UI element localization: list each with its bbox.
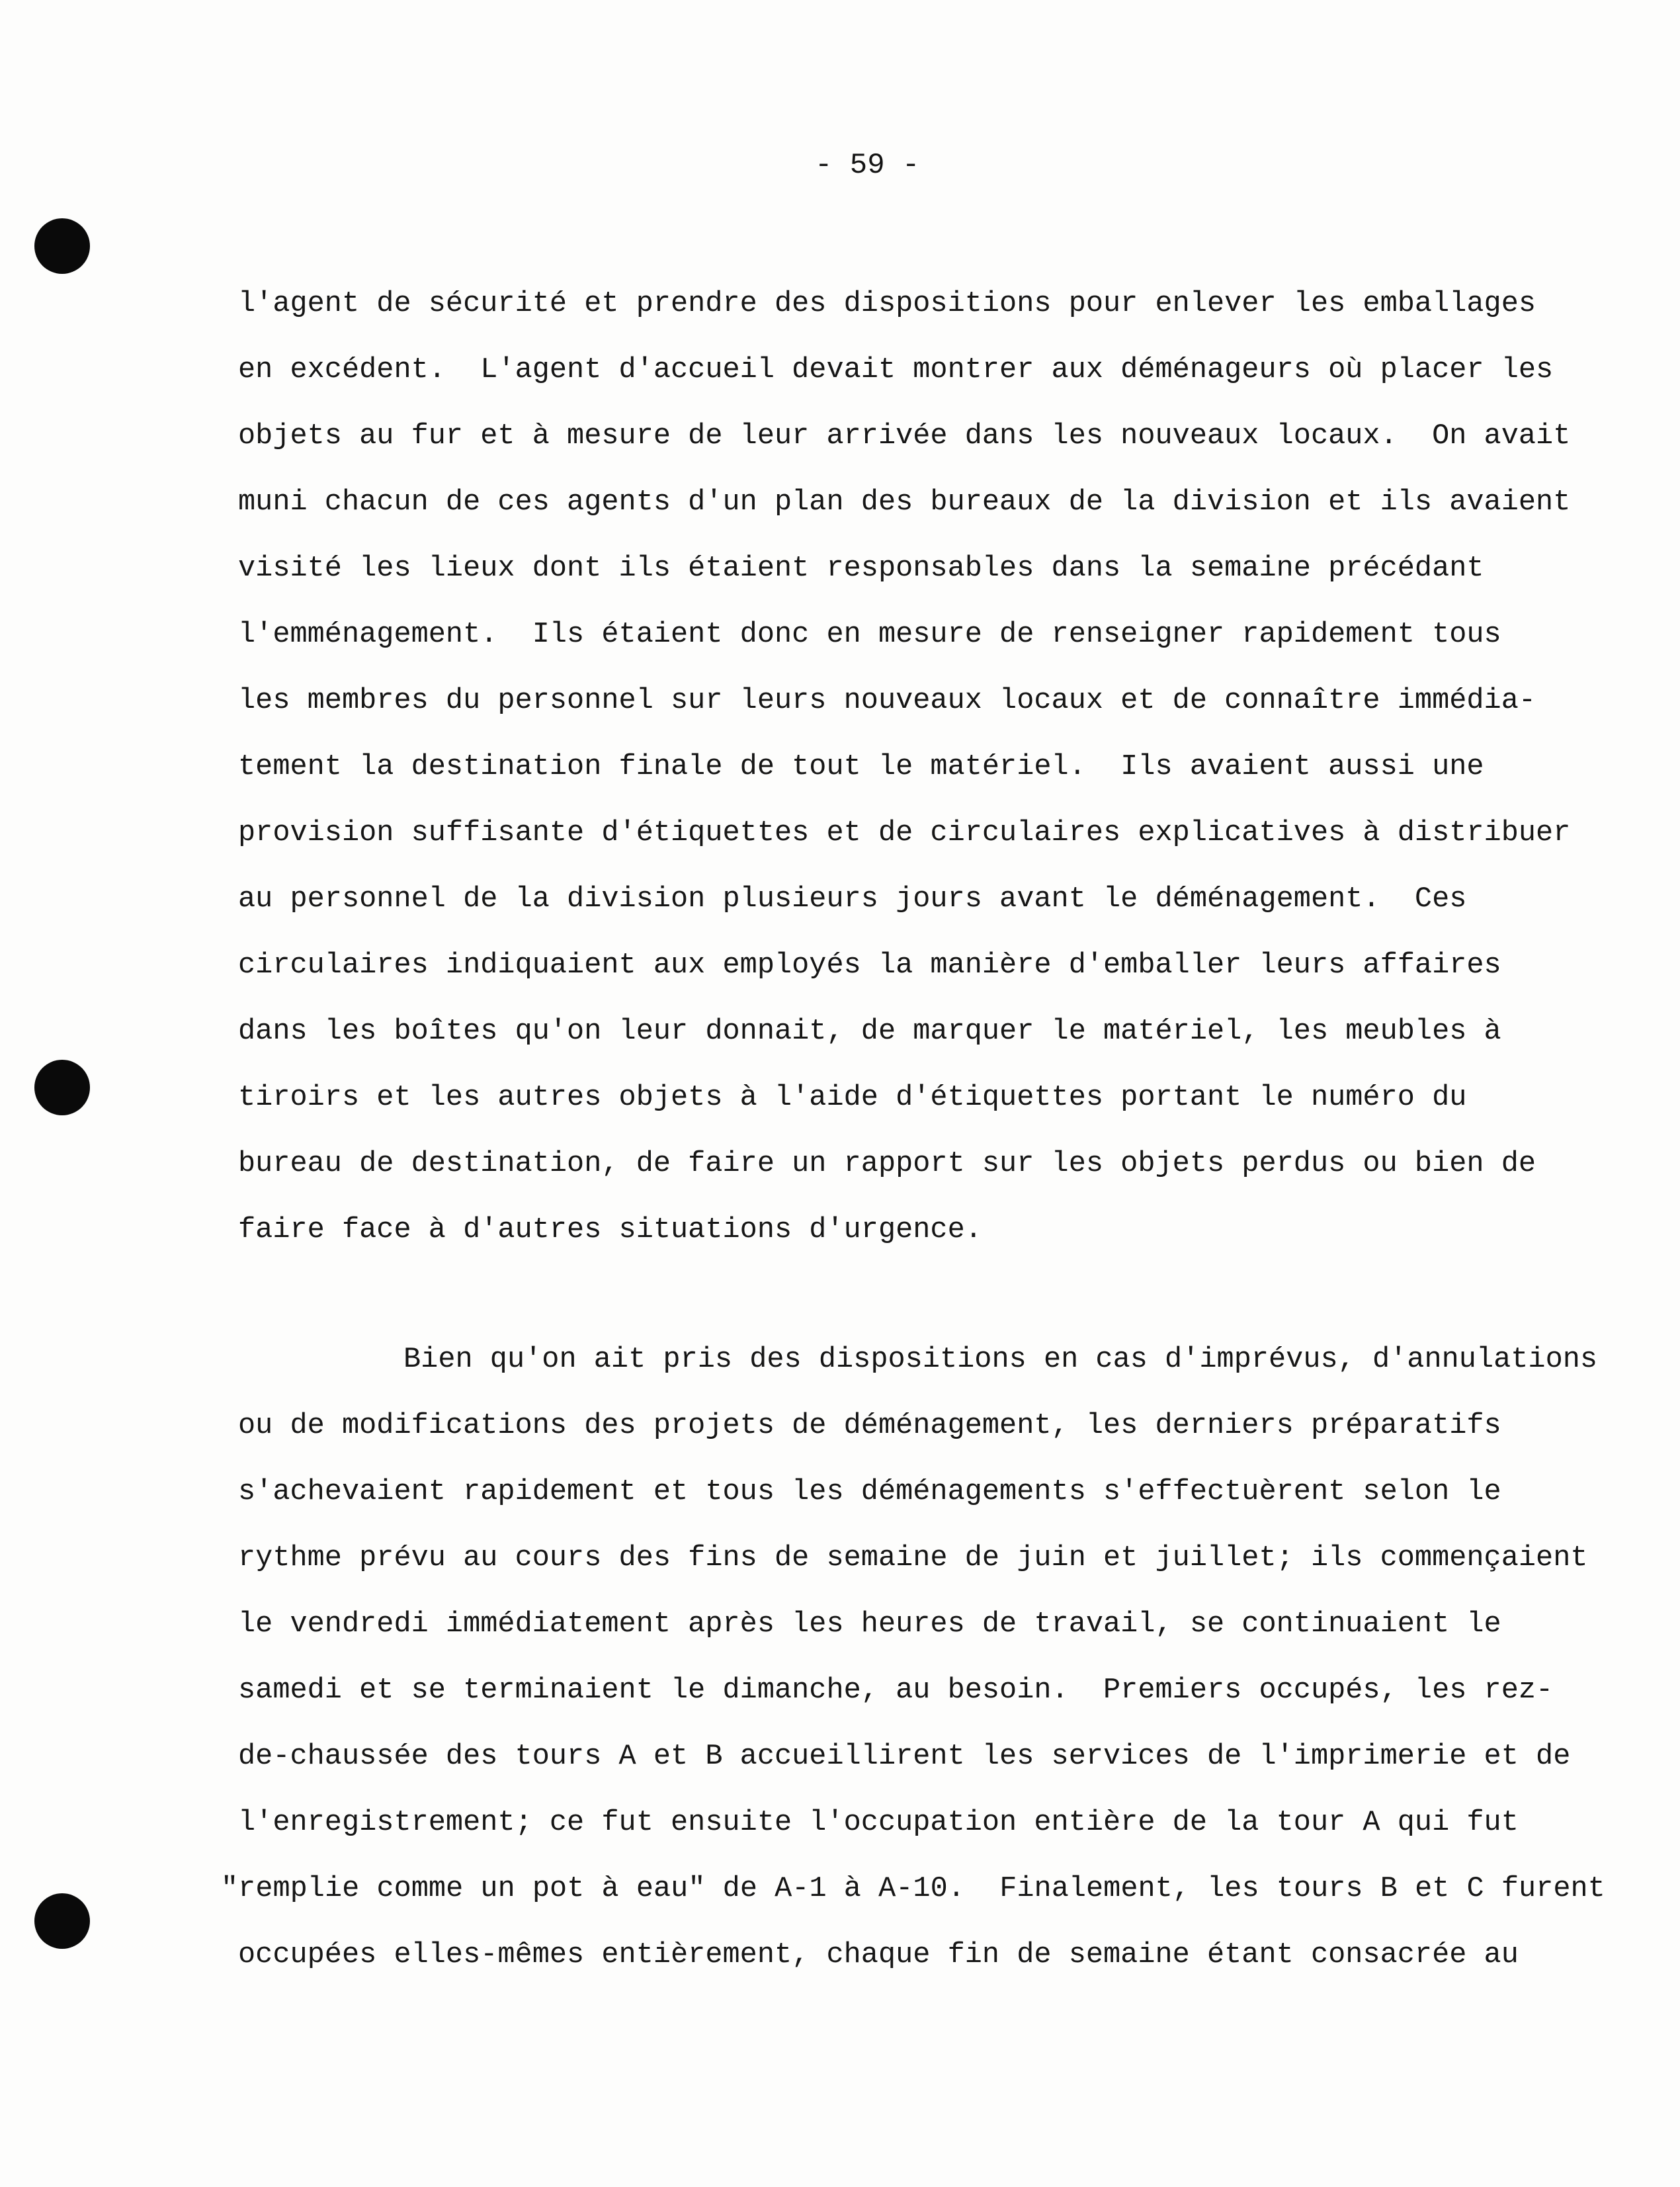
- punch-hole: [34, 1060, 90, 1115]
- paragraph: [238, 271, 1571, 1264]
- text-line: s'achevaient rapidement et tous les déménagements s'effectuèrent selon le: [238, 1476, 1501, 1508]
- text-line: l'emménagement. Ils étaient donc en mesure de renseigner rapidement tous: [238, 619, 1501, 651]
- punch-hole: [34, 1893, 90, 1949]
- text-line: tement la destination finale de tout le matériel. Ils avaient aussi une: [238, 751, 1484, 783]
- text-line: rythme prévu au cours des fins de semaine de juin et juillet; ils commençaient: [238, 1542, 1588, 1574]
- text-line: ou de modifications des projets de déménagement, les derniers préparatifs: [238, 1410, 1501, 1442]
- paragraph-gap: [238, 1264, 1548, 1327]
- text-line: les membres du personnel sur leurs nouveaux locaux et de connaître immédia-: [238, 685, 1536, 717]
- text-line: faire face à d'autres situations d'urgence.: [238, 1214, 982, 1246]
- text-line: au personnel de la division plusieurs jours avant le déménagement. Ces: [238, 883, 1467, 916]
- text-line: samedi et se terminaient le dimanche, au besoin. Premiers occupés, les rez-: [238, 1674, 1554, 1707]
- text-line: objets au fur et à mesure de leur arrivée dans les nouveaux locaux. On avait: [238, 420, 1571, 452]
- text-line: dans les boîtes qu'on leur donnait, de marquer le matériel, les meubles à: [238, 1015, 1501, 1048]
- text-line: "remplie comme un pot à eau" de A-1 à A-10. Finalement, les tours B et C furent: [221, 1873, 1605, 1905]
- text-line: occupées elles-mêmes entièrement, chaque fin de semaine étant consacrée au: [238, 1939, 1519, 1971]
- text-line: Bien qu'on ait pris des dispositions en cas d'imprévus, d'annulations: [403, 1344, 1598, 1376]
- text-line: visité les lieux dont ils étaient responsables dans la semaine précédant: [238, 552, 1484, 585]
- text-line: l'agent de sécurité et prendre des dispositions pour enlever les emballages: [238, 288, 1536, 320]
- punch-hole: [34, 218, 90, 274]
- text-line: le vendredi immédiatement après les heures de travail, se continuaient le: [238, 1608, 1501, 1641]
- text-line: muni chacun de ces agents d'un plan des bureaux de la division et ils avaient: [238, 486, 1571, 519]
- text-line: tiroirs et les autres objets à l'aide d'étiquettes portant le numéro du: [238, 1082, 1467, 1114]
- text-line: l'enregistrement; ce fut ensuite l'occupation entière de la tour A qui fut: [238, 1807, 1519, 1839]
- text-line: de-chaussée des tours A et B accueillirent les services de l'imprimerie et de: [238, 1740, 1571, 1773]
- paragraph: [221, 1327, 1605, 1989]
- body-text: [221, 271, 1605, 1989]
- text-line: circulaires indiquaient aux employés la manière d'emballer leurs affaires: [238, 949, 1501, 982]
- page-number: - 59 -: [815, 149, 920, 182]
- text-line: bureau de destination, de faire un rapport sur les objets perdus ou bien de: [238, 1148, 1536, 1180]
- text-line: provision suffisante d'étiquettes et de circulaires explicatives à distribuer: [238, 817, 1571, 849]
- text-line: en excédent. L'agent d'accueil devait montrer aux déménageurs où placer les: [238, 354, 1554, 386]
